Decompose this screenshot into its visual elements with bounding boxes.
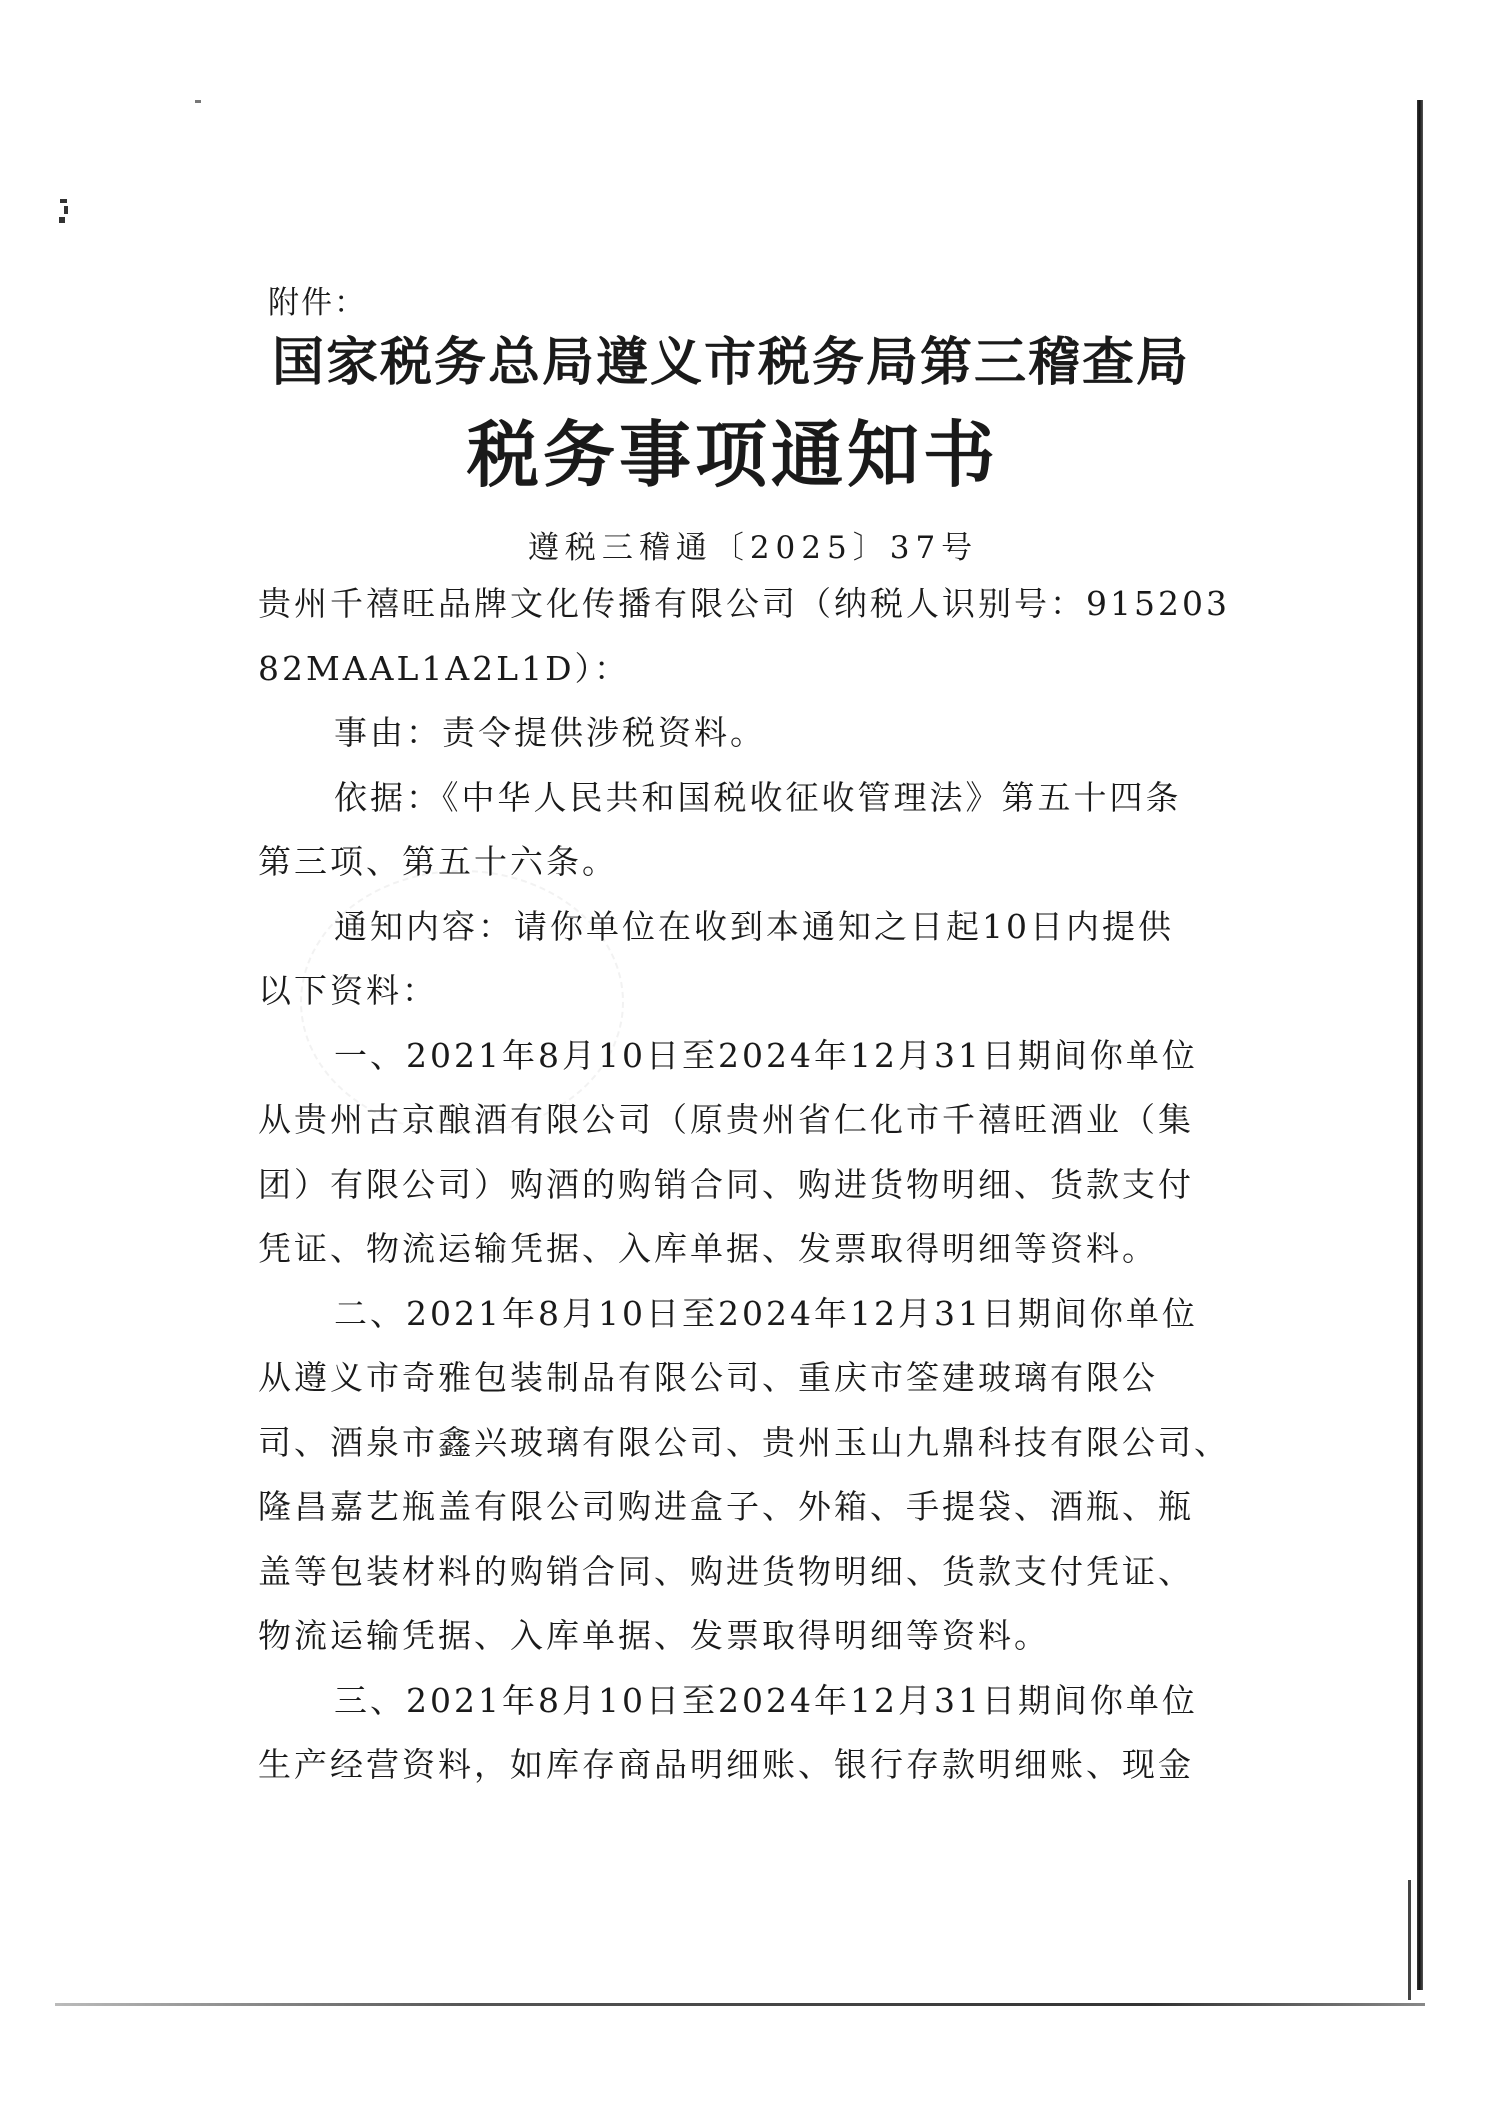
issuing-organization-title: 国家税务总局遵义市税务局第三稽查局 — [272, 333, 1191, 393]
item-three-line: 三、2021年8月10日至2024年12月31日期间你单位 — [334, 1680, 1198, 1720]
notice-content-line: 以下资料： — [258, 971, 438, 1010]
item-two-line: 从遵义市奇雅包装制品有限公司、重庆市筌建玻璃有限公 — [258, 1358, 1158, 1397]
notice-content-line: 通知内容：请你单位在收到本通知之日起10日内提供 — [334, 906, 1174, 946]
scan-dot — [195, 100, 201, 103]
document-number: 遵税三稽通〔2025〕37号 — [527, 530, 979, 566]
document-title: 税务事项通知书 — [466, 413, 999, 497]
scan-mark-left — [58, 197, 70, 227]
item-one-line: 从贵州古京酿酒有限公司（原贵州省仁化市千禧旺酒业（集 — [258, 1100, 1194, 1139]
item-two-line: 司、酒泉市鑫兴玻璃有限公司、贵州玉山九鼎科技有限公司、 — [258, 1422, 1230, 1462]
item-three-line: 生产经营资料，如库存商品明细账、银行存款明细账、现金 — [258, 1745, 1194, 1784]
item-two-line: 二、2021年8月10日至2024年12月31日期间你单位 — [334, 1293, 1198, 1333]
item-two-line: 盖等包装材料的购销合同、购进货物明细、货款支付凭证、 — [258, 1551, 1194, 1591]
item-one-line: 团）有限公司）购酒的购销合同、购进货物明细、货款支付 — [258, 1164, 1194, 1204]
item-two-line: 物流运输凭据、入库单据、发票取得明细等资料。 — [258, 1616, 1050, 1655]
item-two-line: 隆昌嘉艺瓶盖有限公司购进盒子、外箱、手提袋、酒瓶、瓶 — [258, 1487, 1194, 1526]
attachment-label: 附件： — [268, 285, 367, 321]
basis-line: 第三项、第五十六条。 — [258, 842, 618, 881]
document-body — [258, 280, 1230, 1798]
basis-line: 依据：《中华人民共和国税收征收管理法》第五十四条 — [334, 777, 1182, 817]
scan-edge-bottom — [55, 2003, 1425, 2006]
item-one-line: 凭证、物流运输凭据、入库单据、发票取得明细等资料。 — [258, 1229, 1158, 1268]
addressee-line: 82MAAL1A2L1D）： — [258, 648, 631, 688]
reason-line: 事由：责令提供涉税资料。 — [334, 713, 766, 752]
scan-edge-right — [1417, 100, 1423, 1990]
item-one-line: 一、2021年8月10日至2024年12月31日期间你单位 — [334, 1035, 1198, 1075]
scan-edge-right-thin — [1408, 1880, 1411, 2000]
addressee-line: 贵州千禧旺品牌文化传播有限公司（纳税人识别号：915203 — [258, 584, 1230, 623]
